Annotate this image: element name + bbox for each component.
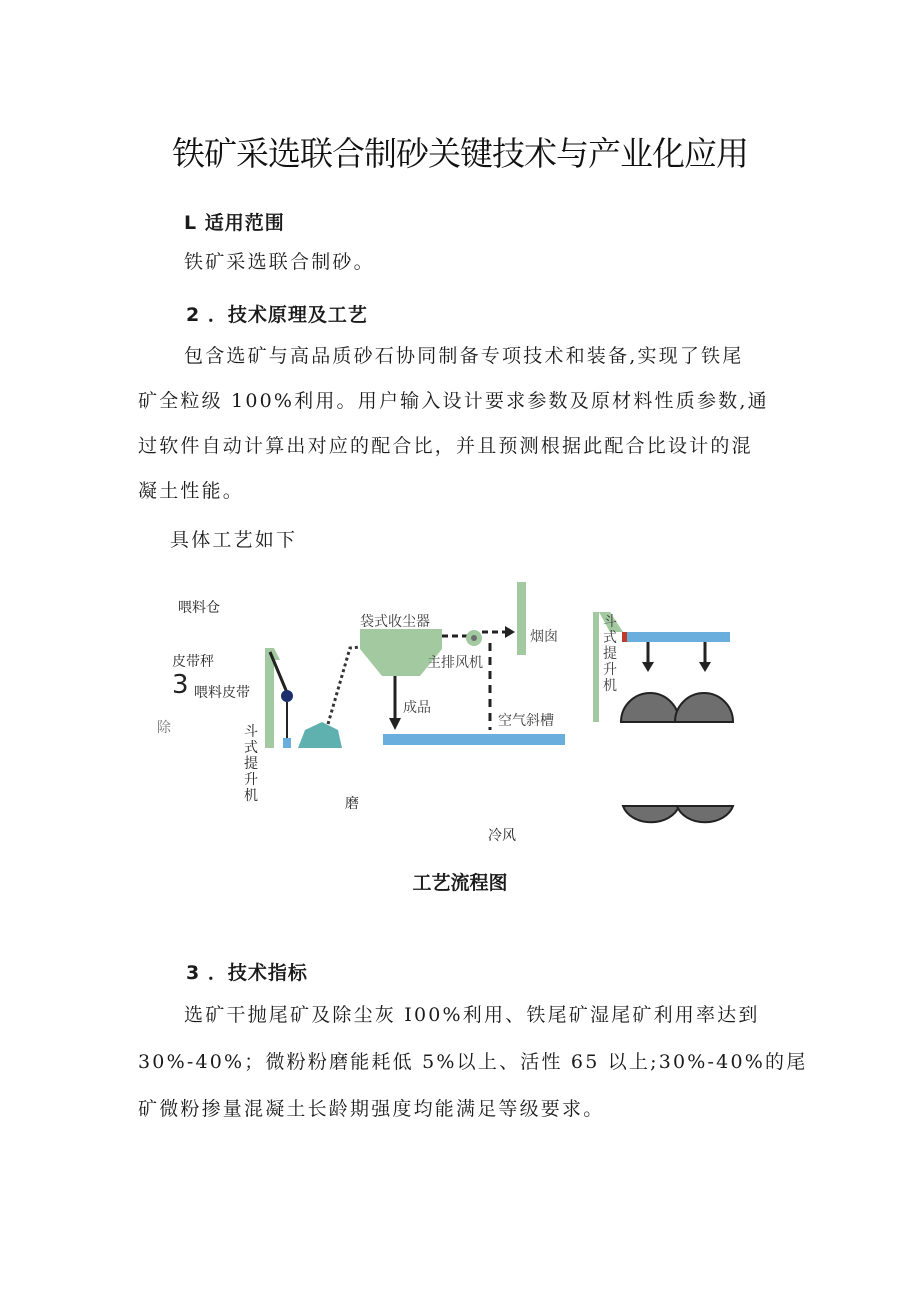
label-number-3: 3 [172, 670, 189, 700]
diagram-caption: 工艺流程图 [412, 872, 508, 894]
right-elevator-post [593, 612, 599, 722]
label-belt-scale: 皮带秤 [172, 654, 214, 670]
silo-drop-left-head [642, 662, 654, 672]
label-product: 成品 [403, 700, 431, 716]
label-bag-filter: 袋式收尘器 [360, 614, 430, 630]
label-main-fan: 主排风机 [427, 655, 483, 671]
section-2-intro: 具体工艺如下 [170, 529, 298, 551]
silo-lower-left [623, 806, 679, 822]
section-2-heading: 2 ．技术原理及工艺 [186, 304, 368, 326]
section-3-heading: 3 ．技术指标 [186, 962, 308, 984]
chimney [517, 582, 526, 655]
silo-lower-right [677, 806, 733, 822]
section-3-line-1: 选矿干抛尾矿及除尘灰 I00%利用、铁尾矿湿尾矿利用率达到 [184, 1004, 760, 1026]
section-2-line-3: 过软件自动计算出对应的配合比，并且预测根据此配合比设计的混 [138, 435, 753, 457]
right-conveyor-bar [622, 632, 730, 642]
label-bucket-elevator-right: 斗式提升机 [603, 614, 617, 694]
label-bucket-elevator-left: 斗式提升机 [244, 724, 258, 804]
chimney-arrowhead [505, 626, 515, 638]
bag-filter-box [360, 629, 442, 649]
mill-body [298, 722, 342, 748]
left-elevator-pulley [281, 690, 293, 702]
label-chimney: 烟囱 [530, 629, 558, 645]
silo-drop-right-head [699, 662, 711, 672]
silo-upper-left [621, 693, 679, 722]
silo-upper-right [675, 693, 733, 722]
fan-hub [471, 635, 477, 641]
label-air-slide: 空气斜槽 [498, 713, 554, 729]
left-elevator-post [265, 648, 274, 748]
document-title: 铁矿采选联合制砂关键技术与产业化应用 [172, 134, 748, 173]
section-2-line-2: 矿全粒级 100%利用。用户输入设计要求参数及原材料性质参数,通 [138, 390, 769, 412]
section-1-heading: L 适用范围 [184, 212, 285, 234]
section-2-line-1: 包含选矿与高品质砂石协同制备专项技术和装备,实现了铁尾 [184, 345, 744, 367]
label-mill: 磨 [345, 796, 359, 812]
dust-line [328, 646, 372, 724]
product-arrowhead [389, 718, 401, 730]
label-cold-air: 冷风 [488, 828, 516, 844]
label-feed-bin: 喂料仓 [178, 600, 220, 616]
air-slide-bar [383, 734, 565, 745]
label-feed-belt: 喂料皮带 [194, 685, 250, 701]
section-2-line-4: 凝土性能。 [138, 480, 245, 502]
section-3-line-2: 30%-40%；微粉粉磨能耗低 5%以上、活性 65 以上;30%-40%的尾 [138, 1051, 808, 1073]
label-chu: 除 [157, 720, 171, 736]
right-conveyor-marker [622, 632, 627, 642]
section-3-line-3: 矿微粉掺量混凝土长龄期强度均能满足等级要求。 [138, 1098, 605, 1120]
section-1-body: 铁矿采选联合制砂。 [184, 251, 375, 273]
left-elevator-base [283, 738, 291, 748]
